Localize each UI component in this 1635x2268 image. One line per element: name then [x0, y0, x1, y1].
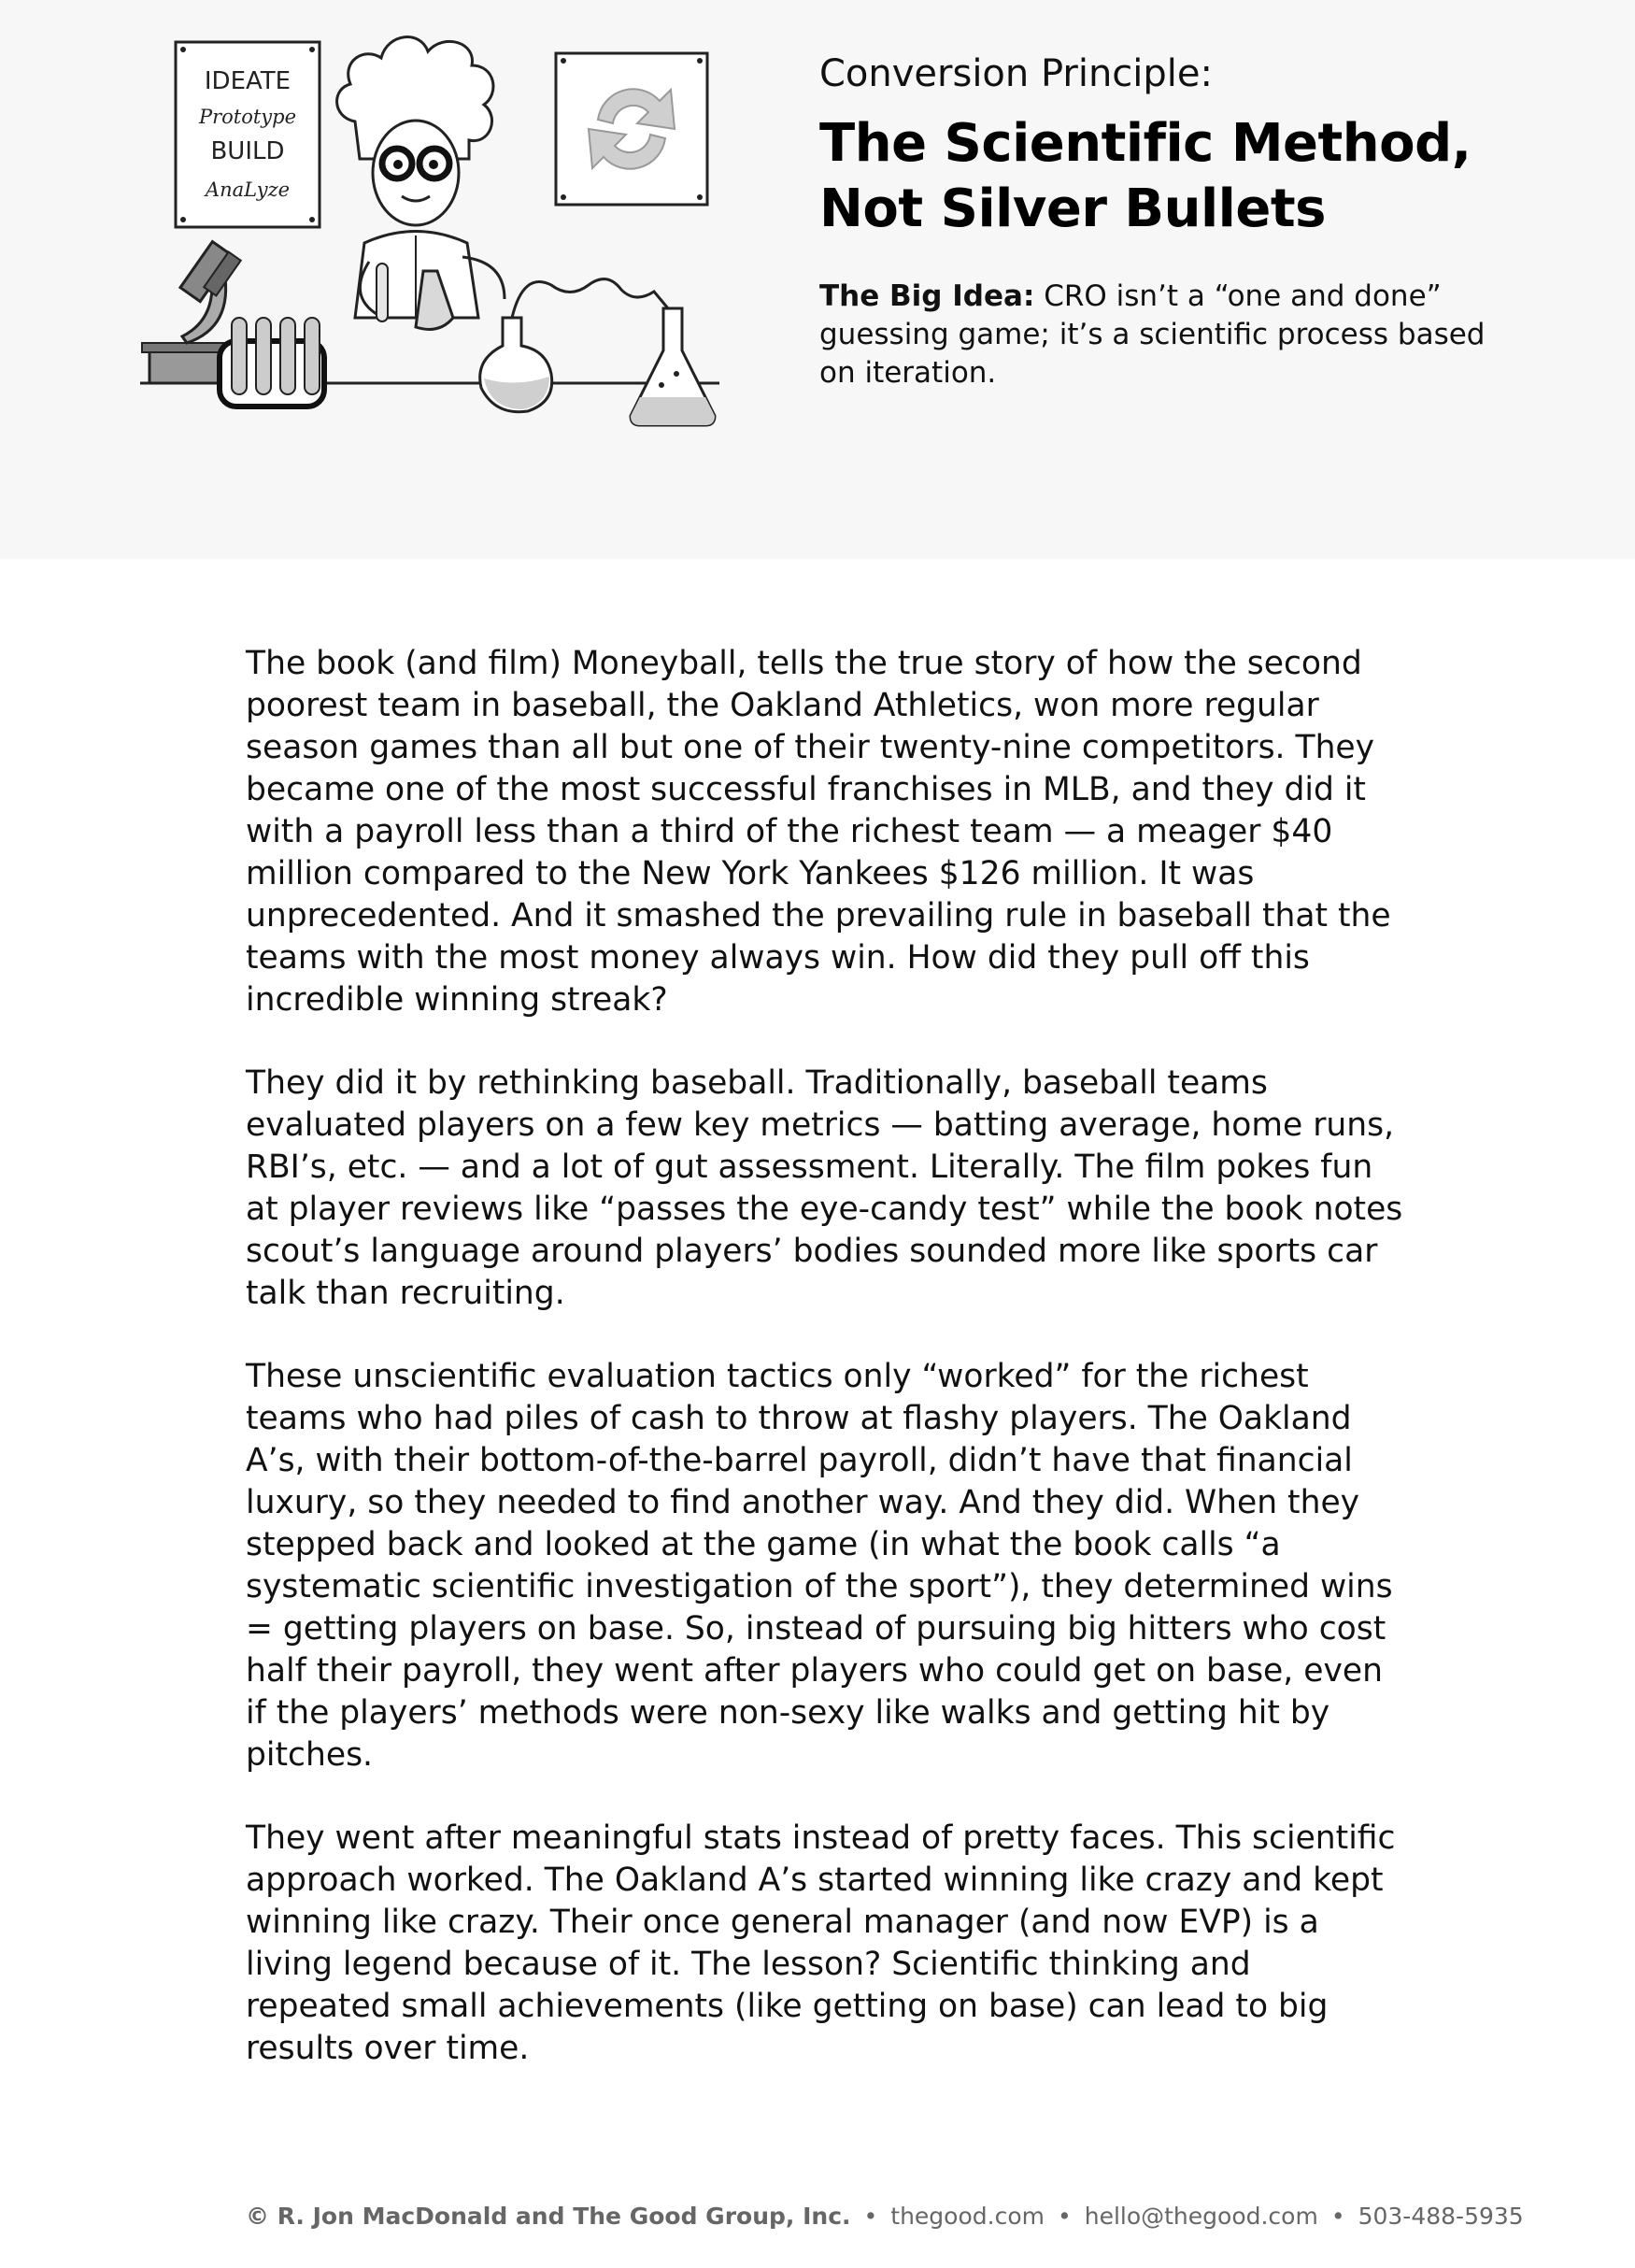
footer-separator-3: • — [1330, 2203, 1345, 2230]
footer-email-link[interactable]: hello@thegood.com — [1084, 2203, 1318, 2230]
paragraph-1: The book (and film) Moneyball, tells the true story of how the second poorest team in baseball, the Oakland Athletics, won more regular season games than all but one of their twenty-nine competitors. They became one of the most successful franchises in MLB, and they did it with a payroll less than a third of the richest team — a meager $40 million compared to the New York Yankees $126 million. It was unprecedented. And it smashed the prevailing rule in baseball that the teams with the most money always win. How did they pull off this incredible winning streak? — [246, 645, 1391, 1019]
refresh-sign-icon — [556, 53, 707, 205]
sign-line-1: IDEATE — [204, 67, 291, 95]
page-title — [819, 111, 1492, 242]
header-banner — [0, 0, 1635, 559]
footer-phone: 503-488-5935 — [1358, 2203, 1524, 2230]
test-tube — [377, 264, 388, 321]
sign-line-3: BUILD — [210, 137, 285, 165]
big-idea — [819, 278, 1492, 392]
footer-copyright: © R. Jon MacDonald and The Good Group, Inc. — [246, 2203, 851, 2230]
page-title-line-1: The Scientific Method, — [819, 113, 1472, 174]
footer-website-link[interactable]: thegood.com — [890, 2203, 1045, 2230]
paragraph-3: These unscientific evaluation tactics only “worked” for the richest teams who had piles of cash to throw at flashy players. The Oakland A’s, with their bottom-of-the-barrel payroll, didn’t have that financial luxury, so they needed to find another way. And they did. When they stepped back and looked at the game (in what the book calls “a systematic scientific investigation of the sport”), they determined wins = getting players on base. So, instead of pursuing big hitters who cost half their payroll, they went after players who could get on base, even if the players’ methods were non-sexy like walks and getting hit by pitches. — [246, 1358, 1393, 1774]
sign-line-2: Prototype — [198, 106, 297, 128]
page-title-line-2: Not Silver Bullets — [819, 178, 1326, 239]
footer — [246, 2202, 1524, 2232]
round-flask-icon — [480, 279, 668, 412]
big-idea-text: CRO isn’t a “one and done” guessing game; it’s a scientific process based on iteration. — [819, 279, 1486, 390]
footer-separator-1: • — [863, 2203, 878, 2230]
big-idea-label: The Big Idea: — [819, 279, 1035, 313]
footer-separator-2: • — [1057, 2203, 1072, 2230]
article-body — [246, 643, 1404, 2111]
sign-line-4: AnaLyze — [205, 178, 291, 201]
paragraph-2: They did it by rethinking baseball. Traditionally, baseball teams evaluated players on a few key metrics — batting average, home runs, RBI’s, etc. — and a lot of gut assessment. Literally. The film pokes fun at player reviews like “passes the eye-candy test” while the book notes scout’s language around players’ bodies sounded more like sports car talk than recruiting. — [246, 1064, 1403, 1312]
ideate-sign — [176, 42, 320, 227]
title-block — [819, 51, 1492, 392]
erlenmeyer-flask-icon — [631, 308, 715, 425]
scientist-illustration — [131, 19, 729, 430]
principle-eyebrow: Conversion Principle: — [819, 52, 1213, 95]
test-tube-rack-icon — [220, 318, 324, 407]
paragraph-4: They went after meaningful stats instead of pretty faces. This scientific approach worked. The Oakland A’s started winning like crazy and kept winning like crazy. Their once general manager (and now EVP) is a living legend because of it. The lesson? Scientific thinking and repeated small achievements (like getting on base) can lead to big results over time. — [246, 1819, 1396, 2067]
